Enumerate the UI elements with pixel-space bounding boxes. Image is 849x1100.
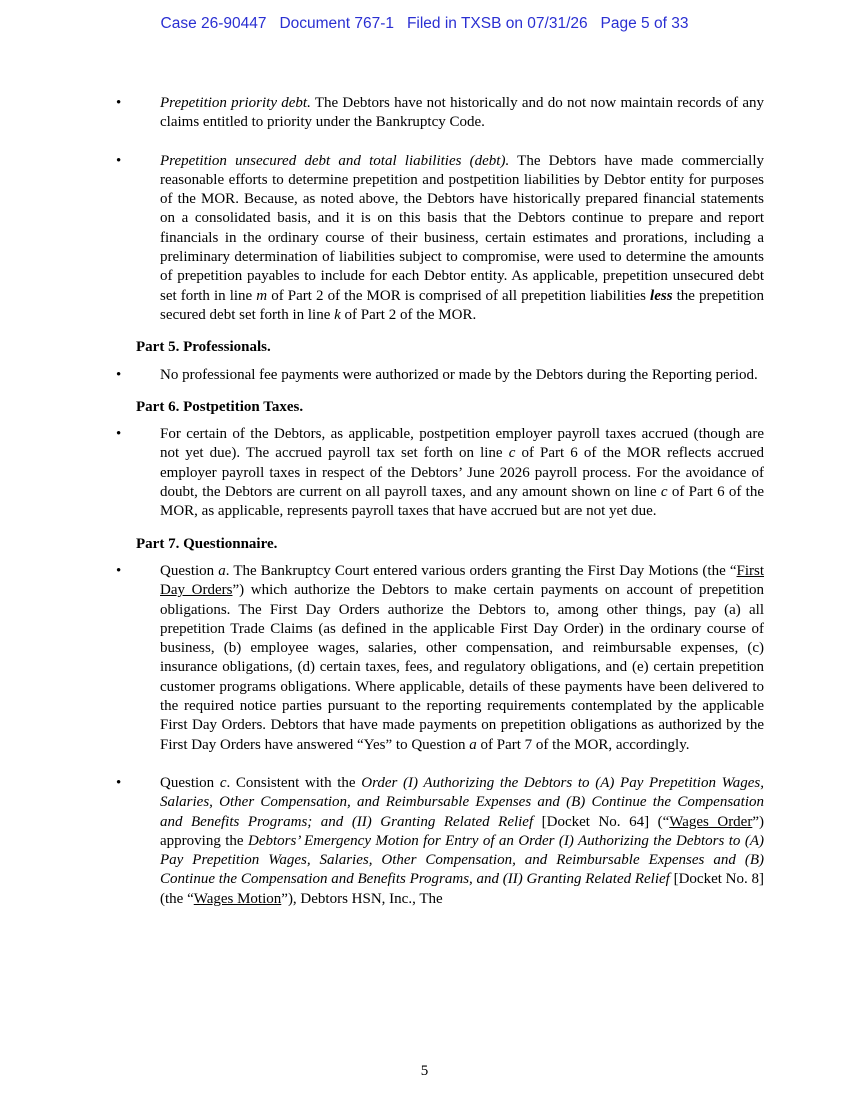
- defined-term-wages-order: Wages Order: [669, 813, 753, 830]
- bullet-postpetition-taxes: • For certain of the Debtors, as applicable, postpetition employer payroll taxes accrued (though are not yet due). The accrued payroll tax set forth on line c of Part 6 of the MOR reflects accrued employer payroll taxes in respect of the Debtors’ June 2026 payroll process. For the avoidance of doubt, the Debtors are current on all payroll taxes, and any amount shown on line c of Part 6 of the MOR, as applicable, represents payroll taxes that have accrued but are not yet due.: [116, 426, 764, 520]
- bullet-title: Prepetition priority debt.: [160, 95, 311, 111]
- emphasis-less: less: [650, 287, 673, 304]
- bullet-title: Prepetition unsecured debt and total liabilities (debt).: [160, 152, 510, 169]
- document-number: Document 767-1: [279, 15, 395, 32]
- bullet-question-a: • Question a. The Bankruptcy Court entered various orders granting the First Day Motions (the “First Day Orders”) which authorize the Debtors to make certain payments on account of prepetition obligations. The First Day Orders authorize the Debtors to, among other things, pay (a) all prepetition Trade Claims (as defined in the applicable First Day Order) in the ordinary course of business, (b) employee wages, salaries, other compensation, and reimbursable expenses, (c) insurance obligations, (d) certain taxes, fees, and regulatory obligations, and (e) certain prepetition customer programs obligations. Where applicable, details of these payments have been delivered to the required notice parties pursuant to the reporting requirements contemplated by the applicable First Day Orders. Debtors that have made payments on prepetition obligations as authorized by the First Day Orders have answered “Yes” to Question a of Part 7 of the MOR, accordingly.: [116, 562, 765, 753]
- wages-order-title: Order (I) Authorizing the Debtors to (A) Pay Prepetition Wages, Salaries, Other Compensation, and Reimbursable Expenses and (B) Continue the Compensation and Benefits Programs; and (II) Granting Related Relief: [160, 774, 764, 830]
- bullet-dot: •: [116, 426, 122, 443]
- bullet-dot: •: [116, 774, 122, 791]
- section-heading-part5: Part 5. Professionals.: [136, 339, 271, 356]
- page-number: 5: [420, 1063, 429, 1079]
- defined-term-first-day-orders: First Day Orders: [160, 562, 765, 599]
- page-count: Page 5 of 33: [600, 15, 689, 32]
- document-body: [116, 94, 764, 909]
- bullet-dot: •: [116, 366, 122, 383]
- wages-motion-title: Debtors’ Emergency Motion for Entry of an Order (I) Authorizing the Debtors to (A) Pay Prepetition Wages, Salaries, Other Compensation, and Reimbursable Expenses and (B) Continue the Compensation and Benefits Programs, and (II) Granting Related Relief: [160, 832, 764, 888]
- case-number: Case 26-90447: [160, 15, 267, 32]
- defined-term-wages-motion: Wages Motion: [193, 890, 282, 907]
- bullet-question-c: • Question c. Consistent with the Order (I) Authorizing the Debtors to (A) Pay Prepetition Wages, Salaries, Other Compensation, and Reimbursable Expenses and (B) Continue the Compensation and Benefits Programs; and (II) Granting Related Relief [Docket No. 64] (“Wages Order”) approving the Debtors’ Emergency Motion for Entry of an Order (I) Authorizing the Debtors to (A) Pay Prepetition Wages, Salaries, Other Compensation, and Reimbursable Expenses and (B) Continue the Compensation and Benefits Programs, and (II) Granting Related Relief [Docket No. 8] (the “Wages Motion”), Debtors HSN, Inc., The: [116, 774, 764, 907]
- court-filing-header: [0, 15, 849, 33]
- bullet-prepetition-priority-debt: [116, 94, 764, 133]
- bullet-prepetition-unsecured-debt: • Prepetition unsecured debt and total liabilities (debt). The Debtors have made commercially reasonable efforts to determine prepetition and postpetition liabilities by Debtor entity for purposes of the MOR. Because, as noted above, the Debtors have historically prepared financial statements on a consolidated basis, and it is on this basis that the Debtors continue to prepare and report financials in the ordinary course of their business, certain estimates and prorations, including a preliminary determination of liabilities subject to compromise, were used to determine the amounts of prepetition payables to include for each Debtor entity. As applicable, prepetition unsecured debt set forth in line m of Part 2 of the MOR is comprised of all prepetition liabilities less the prepetition secured debt set forth in line k of Part 2 of the MOR.: [116, 152, 765, 323]
- bullet-text: No professional fee payments were authorized or made by the Debtors during the Reporting period.: [160, 366, 758, 383]
- bullet-dot: •: [116, 95, 122, 111]
- section-heading-part7: Part 7. Questionnaire.: [136, 535, 278, 552]
- bullet-text: The Debtors have not historically and do not now maintain records of any claims entitled to priority under the Bankruptcy Code.: [160, 95, 764, 131]
- bullet-dot: •: [116, 152, 122, 169]
- bullet-professionals: [116, 366, 764, 385]
- bullet-dot: •: [116, 562, 122, 579]
- filed-stamp: Filed in TXSB on 07/31/26: [406, 15, 588, 32]
- section-heading-part6: Part 6. Postpetition Taxes.: [136, 398, 304, 415]
